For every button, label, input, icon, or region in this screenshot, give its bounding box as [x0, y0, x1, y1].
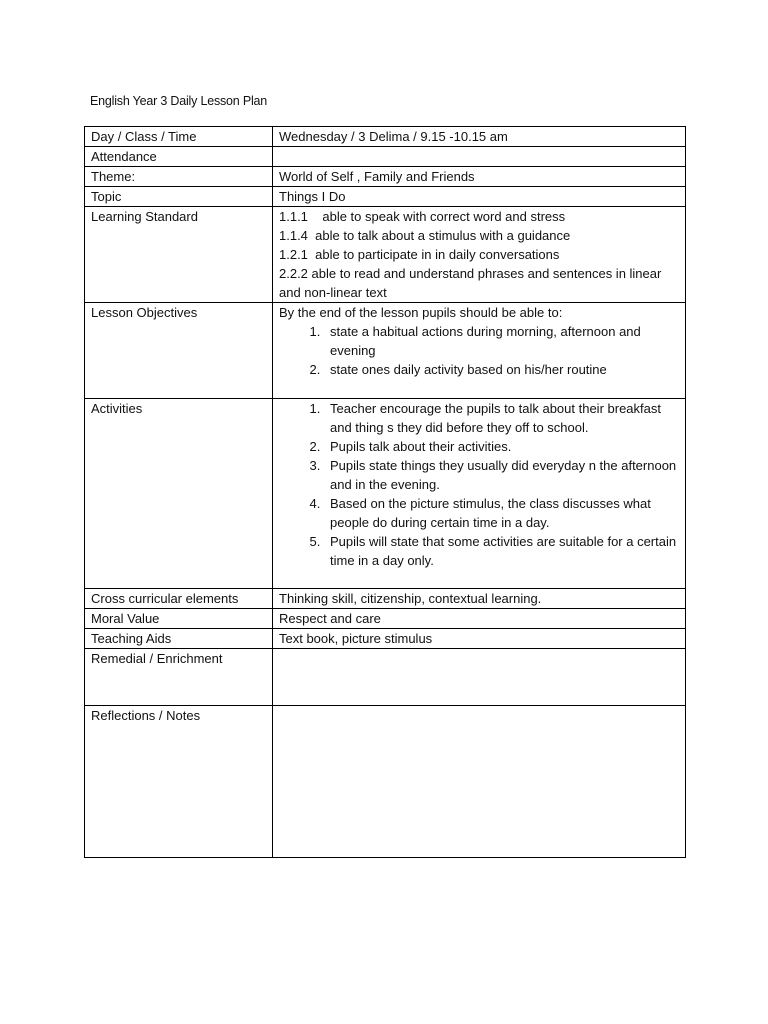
value-theme: World of Self , Family and Friends	[273, 167, 686, 187]
value-teaching-aids: Text book, picture stimulus	[273, 629, 686, 649]
document-title: English Year 3 Daily Lesson Plan	[90, 94, 268, 108]
label-remedial: Remedial / Enrichment	[85, 649, 273, 706]
list-item: 1. state a habitual actions during morning, afternoon and evening	[324, 322, 679, 360]
label-day-class-time: Day / Class / Time	[85, 127, 273, 147]
table-row-topic	[85, 187, 686, 207]
objectives-intro: By the end of the lesson pupils should be able to:	[279, 305, 563, 320]
standard-item: 2.2.2 able to read and understand phrases and sentences in linear and non-linear text	[279, 266, 662, 300]
table-row-cross-curricular	[85, 589, 686, 609]
value-lesson-objectives	[273, 303, 686, 399]
value-learning-standard	[273, 207, 686, 303]
label-attendance: Attendance	[85, 147, 273, 167]
label-teaching-aids: Teaching Aids	[85, 629, 273, 649]
label-learning-standard: Learning Standard	[85, 207, 273, 303]
list-item: 5. Pupils will state that some activities are suitable for a certain time in a day only.	[324, 532, 679, 570]
label-cross-curricular: Cross curricular elements	[85, 589, 273, 609]
table-row-lesson-objectives	[85, 303, 686, 399]
lesson-plan-table	[84, 126, 686, 858]
list-item: 2. Pupils talk about their activities.	[324, 437, 679, 456]
label-activities: Activities	[85, 399, 273, 589]
value-reflections	[273, 706, 686, 858]
objectives-list	[279, 322, 679, 379]
list-item: 3. Pupils state things they usually did everyday n the afternoon and in the evening.	[324, 456, 679, 494]
value-activities	[273, 399, 686, 589]
table-row-activities	[85, 399, 686, 589]
value-topic: Things I Do	[273, 187, 686, 207]
list-item: 1. Teacher encourage the pupils to talk about their breakfast and thing s they did before they off to school.	[324, 399, 679, 437]
table-row-remedial	[85, 649, 686, 706]
value-attendance	[273, 147, 686, 167]
table-row-day-class-time	[85, 127, 686, 147]
list-item: 4. Based on the picture stimulus, the class discusses what people do during certain time in a day.	[324, 494, 679, 532]
value-cross-curricular: Thinking skill, citizenship, contextual learning.	[273, 589, 686, 609]
standard-item: 1.1.4 able to talk about a stimulus with a guidance	[279, 228, 571, 243]
label-reflections: Reflections / Notes	[85, 706, 273, 858]
label-topic: Topic	[85, 187, 273, 207]
value-day-class-time: Wednesday / 3 Delima / 9.15 -10.15 am	[273, 127, 686, 147]
standard-item: 1.1.1 able to speak with correct word and stress	[279, 209, 566, 224]
label-lesson-objectives: Lesson Objectives	[85, 303, 273, 399]
activities-list	[279, 399, 679, 570]
table-row-reflections	[85, 706, 686, 858]
label-theme: Theme:	[85, 167, 273, 187]
table-row-theme	[85, 167, 686, 187]
table-row-moral-value	[85, 609, 686, 629]
value-moral-value: Respect and care	[273, 609, 686, 629]
table-row-teaching-aids	[85, 629, 686, 649]
label-moral-value: Moral Value	[85, 609, 273, 629]
table-row-attendance	[85, 147, 686, 167]
table-row-learning-standard	[85, 207, 686, 303]
standard-item: 1.2.1 able to participate in in daily conversations	[279, 247, 560, 262]
value-remedial	[273, 649, 686, 706]
list-item: 2. state ones daily activity based on his/her routine	[324, 360, 679, 379]
